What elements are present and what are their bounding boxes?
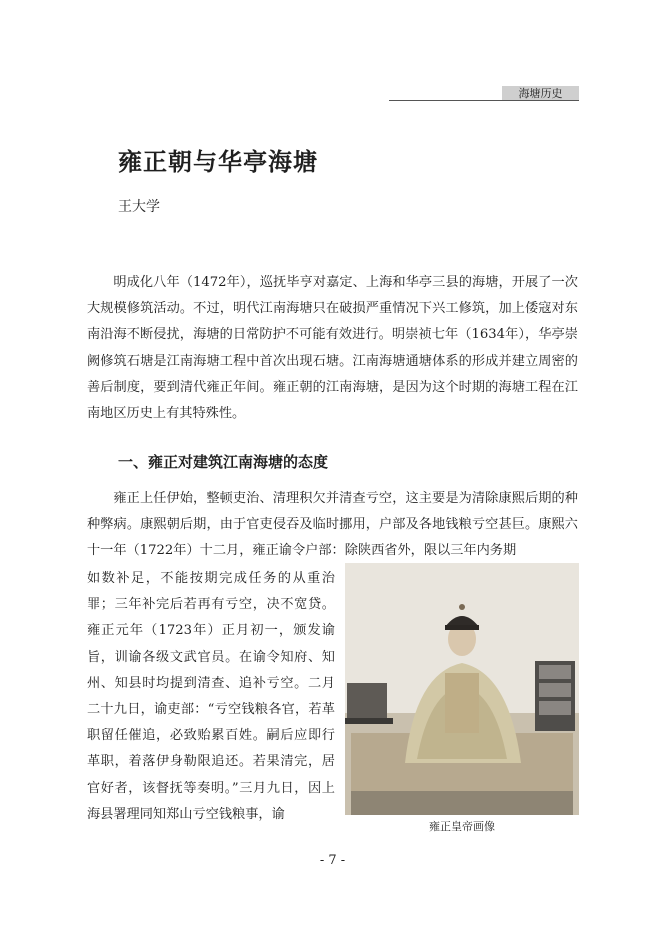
page-number: - 7 - [319, 853, 346, 868]
figure-caption: 雍正皇帝画像 [429, 820, 495, 833]
emperor-portrait [345, 563, 579, 815]
intro-paragraph: 明成化八年（1472年），巡抚毕亨对嘉定、上海和华亭三县的海塘，开展了一次大规模修筑活动。不过，明代江南海塘只在破损严重情况下兴工修筑，加上倭寇对东南沿海不断侵扰，海塘的日常防护不可能有效进行。明崇祯七年（1634年），华亭崇阙修筑石塘是江南海塘工程中首次出现石塘。江南海塘通塘体系的形成并建立周密的善后制度，要到清代雍正年间。雍正朝的江南海塘，是因为这个时期的海塘工程在江南地区历史上有其特殊性。 [87, 275, 578, 422]
article-title: 雍正朝与华亭海塘 [118, 148, 318, 176]
section-paragraph-full: 雍正上任伊始，整顿吏治、清理积欠并清查亏空，这主要是为清除康熙后期的种种弊病。康熙朝后期，由于官吏侵吞及临时挪用，户部及各地钱粮亏空甚巨。康熙六十一年（1722年）十二月，雍正谕令户部：除陕西省外，限以三年内务期 [87, 491, 578, 559]
portrait-illustration [345, 563, 579, 815]
article-author: 王大学 [118, 199, 160, 215]
section-heading: 一、雍正对建筑江南海塘的态度 [118, 453, 329, 471]
section-tag: 海塘历史 [502, 86, 579, 101]
header-rule [389, 100, 579, 101]
section-paragraph-wrap: 如数补足，不能按期完成任务的从重治罪；三年补完后若再有亏空，决不宽贷。雍正元年（1723年）正月初一，颁发谕旨，训谕各级文武官员。在谕令知府、知州、知县时均提到清查、追补亏空。二月二十九日，谕吏部：“亏空钱粮各官，若革职留任催追，必致贻累百姓。嗣后应即行革职，着落伊身勒限追还。若果清完，居官好者，该督抚等奏明。”三月九日，因上海县署理同知郑山亏空钱粮事，谕 [87, 571, 335, 822]
